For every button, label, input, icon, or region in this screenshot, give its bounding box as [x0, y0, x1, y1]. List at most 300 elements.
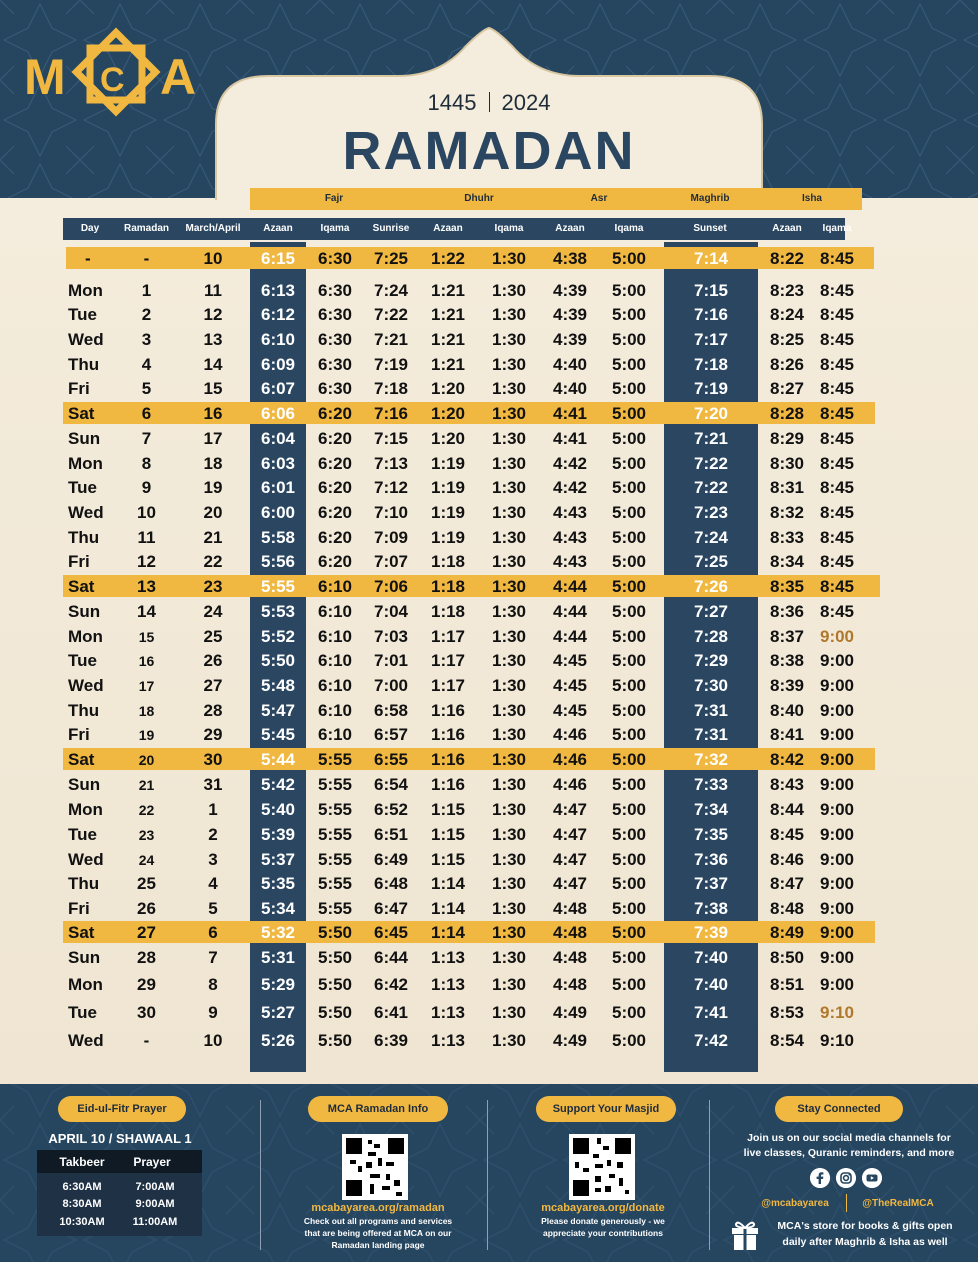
column-header-sunset: Sunset — [693, 223, 727, 234]
cell-date: 7 — [208, 948, 218, 967]
cell-sunset: 7:16 — [693, 305, 729, 324]
cell-fajr-azaan: 5:34 — [260, 899, 296, 918]
cell-fajr-iqama: 6:10 — [317, 725, 353, 744]
cell-fajr-iqama: 6:10 — [317, 701, 353, 720]
cell-dhuhr-azaan: 1:21 — [430, 305, 466, 324]
cell-dhuhr-iqama: 1:30 — [491, 1031, 527, 1050]
group-header-dhuhr: Dhuhr — [418, 188, 540, 210]
cell-date: 15 — [203, 379, 223, 398]
cell-fajr-azaan: 6:04 — [260, 429, 296, 448]
eid-time: 11:00AM — [132, 1216, 178, 1228]
cell-fajr-iqama: 5:50 — [317, 923, 353, 942]
cell-day: Sat — [68, 577, 95, 596]
cell-fajr-azaan: 5:39 — [260, 825, 296, 844]
cell-fajr-azaan: 5:27 — [260, 1003, 296, 1022]
column-header-day: Day — [80, 223, 100, 234]
cell-date: 4 — [208, 874, 218, 893]
cell-dhuhr-iqama: 1:30 — [491, 404, 527, 423]
cell-sunrise: 7:15 — [373, 429, 409, 448]
cell-dhuhr-azaan: 1:18 — [430, 602, 466, 621]
cell-sunrise: 7:07 — [373, 552, 409, 571]
cell-asr-azaan: 4:39 — [552, 281, 588, 300]
cell-date: 30 — [203, 750, 223, 769]
eid-time: 9:00AM — [135, 1198, 175, 1210]
cell-date: 24 — [203, 602, 223, 621]
cell-fajr-azaan: 5:26 — [260, 1031, 296, 1050]
cell-dhuhr-azaan: 1:21 — [430, 355, 466, 374]
cell-fajr-azaan: 5:48 — [260, 676, 296, 695]
cell-isha-azaan: 8:26 — [769, 355, 805, 374]
store-text: MCA's store for books & gifts open — [777, 1220, 953, 1232]
cell-ramadan: 11 — [137, 528, 156, 547]
cell-day: Mon — [68, 454, 103, 473]
cell-dhuhr-azaan: 1:19 — [430, 503, 466, 522]
cell-fajr-azaan: 6:15 — [260, 249, 296, 268]
cell-isha-iqama: 8:45 — [819, 429, 855, 448]
svg-text:M: M — [24, 49, 66, 105]
cell-ramadan: 29 — [137, 975, 156, 994]
cell-asr-azaan: 4:45 — [552, 676, 588, 695]
cell-ramadan: - — [143, 249, 150, 268]
cell-isha-iqama: 9:00 — [819, 651, 855, 670]
cell-isha-iqama: 8:45 — [819, 404, 855, 423]
ramadan-desc: Ramadan landing page — [331, 1240, 425, 1250]
cell-ramadan: 6 — [141, 404, 152, 423]
cell-day: Thu — [68, 355, 100, 374]
cell-sunrise: 7:00 — [373, 676, 409, 695]
cell-isha-iqama: 8:45 — [819, 379, 855, 398]
cell-dhuhr-iqama: 1:30 — [491, 975, 527, 994]
cell-sunset: 7:38 — [693, 899, 729, 918]
cell-dhuhr-iqama: 1:30 — [491, 355, 527, 374]
footer-divider — [709, 1100, 710, 1250]
cell-dhuhr-azaan: 1:14 — [430, 899, 466, 918]
cell-date: 10 — [203, 249, 223, 268]
cell-sunset: 7:35 — [693, 825, 729, 844]
cell-ramadan: 15 — [138, 629, 155, 645]
cell-day: Mon — [68, 800, 103, 819]
cell-sunrise: 7:10 — [373, 503, 409, 522]
cell-isha-azaan: 8:27 — [769, 379, 805, 398]
cell-asr-azaan: 4:48 — [552, 975, 588, 994]
cell-isha-azaan: 8:37 — [769, 627, 805, 646]
cell-dhuhr-iqama: 1:30 — [491, 750, 527, 769]
cell-asr-azaan: 4:46 — [552, 775, 588, 794]
cell-ramadan: 3 — [141, 330, 152, 349]
cell-fajr-iqama: 5:50 — [317, 975, 353, 994]
cell-dhuhr-azaan: 1:21 — [430, 281, 466, 300]
cell-asr-iqama: 5:00 — [611, 429, 647, 448]
cell-isha-azaan: 8:34 — [769, 552, 805, 571]
gift-icon — [730, 1218, 760, 1252]
column-header-fajr-azaan: Azaan — [263, 223, 293, 234]
cell-sunrise: 7:16 — [373, 404, 409, 423]
cell-ramadan: 7 — [141, 429, 152, 448]
column-header-asr-iqama: Iqama — [614, 223, 644, 234]
cell-fajr-azaan: 5:52 — [260, 627, 296, 646]
cell-dhuhr-azaan: 1:18 — [430, 577, 466, 596]
column-header-date: March/April — [185, 223, 241, 234]
cell-isha-iqama: 9:10 — [819, 1031, 855, 1050]
cell-date: 19 — [203, 478, 223, 497]
donate-link[interactable]: mcabayarea.org/donate — [541, 1202, 665, 1214]
cell-day: Sat — [68, 404, 95, 423]
cell-fajr-azaan: 5:55 — [260, 577, 296, 596]
cell-asr-iqama: 5:00 — [611, 725, 647, 744]
cell-isha-iqama: 8:45 — [819, 249, 855, 268]
cell-dhuhr-azaan: 1:15 — [430, 800, 466, 819]
cell-isha-iqama: 9:00 — [819, 676, 855, 695]
cell-day: Tue — [68, 651, 97, 670]
cell-fajr-azaan: 6:12 — [260, 305, 296, 324]
cell-isha-azaan: 8:32 — [769, 503, 805, 522]
cell-ramadan: 28 — [137, 948, 156, 967]
social-desc: Join us on our social media channels for — [747, 1132, 951, 1144]
cell-day: Sun — [68, 948, 101, 967]
cell-sunset: 7:41 — [693, 1003, 729, 1022]
cell-isha-azaan: 8:54 — [769, 1031, 805, 1050]
cell-sunrise: 6:42 — [373, 975, 409, 994]
cell-fajr-iqama: 6:20 — [317, 478, 353, 497]
cell-ramadan: 24 — [138, 852, 155, 868]
cell-fajr-iqama: 5:50 — [317, 948, 353, 967]
youtube-icon[interactable] — [862, 1168, 882, 1188]
group-header-isha: Isha — [762, 188, 862, 210]
cell-date: 14 — [203, 355, 223, 374]
social-handle[interactable]: @TheRealMCA — [862, 1198, 934, 1209]
cell-fajr-iqama: 6:10 — [317, 602, 353, 621]
cell-ramadan: 14 — [137, 602, 156, 621]
cell-isha-azaan: 8:30 — [769, 454, 805, 473]
cell-dhuhr-iqama: 1:30 — [491, 503, 527, 522]
cell-isha-iqama: 8:45 — [819, 478, 855, 497]
cell-isha-azaan: 8:36 — [769, 602, 805, 621]
cell-isha-iqama: 8:45 — [819, 528, 855, 547]
footer-divider — [260, 1100, 261, 1250]
donate-desc: appreciate your contributions — [543, 1228, 663, 1238]
cell-sunset: 7:14 — [693, 249, 729, 268]
cell-ramadan: 17 — [138, 678, 155, 694]
store-text: daily after Maghrib & Isha as well — [782, 1236, 948, 1248]
cell-asr-azaan: 4:43 — [552, 503, 588, 522]
cell-asr-iqama: 5:00 — [611, 701, 647, 720]
cell-isha-iqama: 9:00 — [819, 975, 855, 994]
cell-isha-iqama: 9:00 — [819, 701, 855, 720]
cell-sunrise: 6:41 — [373, 1003, 409, 1022]
cell-asr-iqama: 5:00 — [611, 330, 647, 349]
cell-isha-iqama: 8:45 — [819, 330, 855, 349]
cell-fajr-iqama: 6:20 — [317, 552, 353, 571]
cell-dhuhr-iqama: 1:30 — [491, 899, 527, 918]
cell-day: Mon — [68, 281, 103, 300]
cell-isha-iqama: 8:45 — [819, 355, 855, 374]
cell-ramadan: 20 — [138, 752, 155, 768]
cell-dhuhr-azaan: 1:15 — [430, 825, 466, 844]
cell-isha-azaan: 8:48 — [769, 899, 805, 918]
cell-fajr-iqama: 6:10 — [317, 577, 353, 596]
cell-sunset: 7:31 — [693, 725, 729, 744]
cell-day: Sun — [68, 775, 101, 794]
eid-time: 6:30AM — [62, 1181, 102, 1193]
support-pill: Support Your Masjid — [536, 1096, 676, 1122]
cell-fajr-azaan: 5:44 — [260, 750, 296, 769]
cell-isha-azaan: 8:51 — [769, 975, 805, 994]
cell-asr-azaan: 4:46 — [552, 750, 588, 769]
cell-asr-iqama: 5:00 — [611, 454, 647, 473]
cell-isha-azaan: 8:45 — [769, 825, 805, 844]
cell-isha-azaan: 8:28 — [769, 404, 805, 423]
cell-ramadan: - — [143, 1031, 150, 1050]
cell-ramadan: 25 — [137, 874, 156, 893]
cell-isha-azaan: 8:29 — [769, 429, 805, 448]
cell-day: Sun — [68, 429, 101, 448]
cell-asr-iqama: 5:00 — [611, 1003, 647, 1022]
cell-isha-iqama: 8:45 — [819, 454, 855, 473]
eid-col-prayer: Prayer — [133, 1155, 171, 1169]
cell-ramadan: 4 — [141, 355, 152, 374]
cell-date: 10 — [203, 1031, 223, 1050]
cell-sunset: 7:28 — [693, 627, 729, 646]
cell-sunset: 7:33 — [693, 775, 729, 794]
cell-dhuhr-azaan: 1:14 — [430, 874, 466, 893]
cell-asr-iqama: 5:00 — [611, 355, 647, 374]
cell-fajr-iqama: 6:30 — [317, 379, 353, 398]
cell-asr-azaan: 4:47 — [552, 800, 588, 819]
cell-dhuhr-azaan: 1:13 — [430, 975, 466, 994]
cell-fajr-iqama: 6:20 — [317, 404, 353, 423]
cell-asr-iqama: 5:00 — [611, 948, 647, 967]
cell-asr-azaan: 4:44 — [552, 602, 588, 621]
cell-isha-azaan: 8:35 — [769, 577, 805, 596]
cell-sunset: 7:42 — [693, 1031, 729, 1050]
cell-date: 16 — [203, 404, 223, 423]
cell-fajr-iqama: 6:30 — [317, 281, 353, 300]
cell-sunrise: 7:21 — [373, 330, 409, 349]
cell-fajr-iqama: 6:20 — [317, 503, 353, 522]
cell-day: Mon — [68, 627, 103, 646]
cell-fajr-azaan: 6:03 — [260, 454, 296, 473]
cell-fajr-azaan: 6:07 — [260, 379, 296, 398]
column-header-asr-azaan: Azaan — [555, 223, 585, 234]
cell-isha-iqama: 9:00 — [819, 825, 855, 844]
cell-sunrise: 6:48 — [373, 874, 409, 893]
ramadan-desc: Check out all programs and services — [303, 1216, 453, 1226]
cell-dhuhr-azaan: 1:16 — [430, 701, 466, 720]
cell-date: 22 — [203, 552, 223, 571]
cell-isha-iqama: 9:00 — [819, 627, 855, 646]
cell-asr-azaan: 4:45 — [552, 701, 588, 720]
cell-date: 21 — [203, 528, 223, 547]
cell-ramadan: 21 — [138, 777, 155, 793]
cell-isha-iqama: 9:10 — [819, 1003, 855, 1022]
cell-dhuhr-azaan: 1:14 — [430, 923, 466, 942]
cell-dhuhr-iqama: 1:30 — [491, 850, 527, 869]
cell-asr-azaan: 4:43 — [552, 552, 588, 571]
cell-asr-azaan: 4:41 — [552, 404, 588, 423]
facebook-icon[interactable] — [810, 1168, 830, 1188]
cell-ramadan: 19 — [138, 727, 155, 743]
ramadan-link[interactable]: mcabayarea.org/ramadan — [311, 1202, 445, 1214]
cell-date: 13 — [203, 330, 223, 349]
cell-sunset: 7:24 — [693, 528, 729, 547]
cell-sunrise: 6:47 — [373, 899, 409, 918]
cell-sunset: 7:32 — [693, 750, 729, 769]
cell-isha-azaan: 8:43 — [769, 775, 805, 794]
cell-sunrise: 7:03 — [373, 627, 409, 646]
cell-dhuhr-iqama: 1:30 — [491, 725, 527, 744]
cell-date: 3 — [208, 850, 218, 869]
cell-fajr-iqama: 6:20 — [317, 454, 353, 473]
cell-asr-iqama: 5:00 — [611, 1031, 647, 1050]
cell-dhuhr-iqama: 1:30 — [491, 528, 527, 547]
cell-sunset: 7:17 — [693, 330, 729, 349]
column-header-ramadan: Ramadan — [123, 223, 169, 234]
cell-asr-iqama: 5:00 — [611, 552, 647, 571]
cell-ramadan: 1 — [141, 281, 152, 300]
cell-isha-azaan: 8:42 — [769, 750, 805, 769]
cell-day: Thu — [68, 874, 100, 893]
cell-date: 26 — [203, 651, 223, 670]
cell-asr-azaan: 4:38 — [552, 249, 588, 268]
cell-fajr-iqama: 5:55 — [317, 874, 353, 893]
cell-sunrise: 6:54 — [373, 775, 409, 794]
cell-asr-iqama: 5:00 — [611, 528, 647, 547]
cell-fajr-iqama: 6:30 — [317, 305, 353, 324]
cell-dhuhr-azaan: 1:15 — [430, 850, 466, 869]
cell-asr-iqama: 5:00 — [611, 249, 647, 268]
cell-dhuhr-azaan: 1:22 — [430, 249, 466, 268]
year-separator — [489, 92, 490, 112]
cell-isha-azaan: 8:31 — [769, 478, 805, 497]
cell-fajr-iqama: 5:50 — [317, 1003, 353, 1022]
cell-fajr-azaan: 5:56 — [260, 552, 296, 571]
cell-sunrise: 7:25 — [373, 249, 409, 268]
cell-date: 1 — [208, 800, 218, 819]
cell-fajr-iqama: 6:30 — [317, 330, 353, 349]
cell-asr-azaan: 4:44 — [552, 577, 588, 596]
cell-dhuhr-iqama: 1:30 — [491, 651, 527, 670]
cell-asr-azaan: 4:40 — [552, 355, 588, 374]
cell-dhuhr-azaan: 1:20 — [430, 404, 466, 423]
cell-asr-iqama: 5:00 — [611, 478, 647, 497]
donate-desc: Please donate generously - we — [541, 1216, 665, 1226]
cell-isha-azaan: 8:46 — [769, 850, 805, 869]
cell-asr-azaan: 4:47 — [552, 874, 588, 893]
cell-dhuhr-iqama: 1:30 — [491, 478, 527, 497]
cell-isha-azaan: 8:53 — [769, 1003, 805, 1022]
cell-day: Sat — [68, 923, 95, 942]
cell-dhuhr-azaan: 1:21 — [430, 330, 466, 349]
cell-dhuhr-azaan: 1:13 — [430, 948, 466, 967]
cell-fajr-iqama: 5:55 — [317, 899, 353, 918]
cell-dhuhr-iqama: 1:30 — [491, 701, 527, 720]
cell-sunset: 7:40 — [693, 975, 729, 994]
cell-sunset: 7:25 — [693, 552, 729, 571]
instagram-icon[interactable] — [836, 1168, 856, 1188]
page-title: RAMADAN — [342, 121, 636, 181]
cell-dhuhr-iqama: 1:30 — [491, 577, 527, 596]
cell-fajr-azaan: 5:40 — [260, 800, 296, 819]
cell-fajr-azaan: 5:47 — [260, 701, 296, 720]
cell-sunrise: 7:01 — [373, 651, 409, 670]
cell-ramadan: 18 — [138, 703, 155, 719]
cell-isha-iqama: 9:00 — [819, 800, 855, 819]
cell-fajr-azaan: 5:50 — [260, 651, 296, 670]
cell-ramadan: 12 — [137, 552, 156, 571]
cell-sunset: 7:31 — [693, 701, 729, 720]
cell-day: Wed — [68, 1031, 104, 1050]
eid-time: 7:00AM — [135, 1181, 175, 1193]
cell-day: Wed — [68, 503, 104, 522]
cell-isha-iqama: 9:00 — [819, 899, 855, 918]
cell-asr-azaan: 4:48 — [552, 923, 588, 942]
cell-isha-iqama: 9:00 — [819, 923, 855, 942]
cell-dhuhr-iqama: 1:30 — [491, 305, 527, 324]
cell-asr-iqama: 5:00 — [611, 899, 647, 918]
cell-date: 23 — [203, 577, 223, 596]
cell-day: Fri — [68, 899, 90, 918]
cell-asr-iqama: 5:00 — [611, 305, 647, 324]
cell-sunrise: 6:45 — [373, 923, 409, 942]
cell-isha-azaan: 8:40 — [769, 701, 805, 720]
cell-fajr-azaan: 5:29 — [260, 975, 296, 994]
column-header-isha-iqama: Iqama — [822, 223, 852, 234]
cell-date: 27 — [203, 676, 223, 695]
cell-asr-iqama: 5:00 — [611, 404, 647, 423]
cell-ramadan: 26 — [137, 899, 156, 918]
cell-day: Fri — [68, 725, 90, 744]
cell-asr-azaan: 4:48 — [552, 948, 588, 967]
cell-dhuhr-iqama: 1:30 — [491, 429, 527, 448]
cell-isha-iqama: 8:45 — [819, 281, 855, 300]
cell-date: 25 — [203, 627, 223, 646]
cell-ramadan: 22 — [138, 802, 155, 818]
cell-isha-iqama: 9:00 — [819, 725, 855, 744]
cell-sunrise: 6:39 — [373, 1031, 409, 1050]
cell-sunrise: 7:09 — [373, 528, 409, 547]
cell-day: Tue — [68, 305, 97, 324]
cell-sunset: 7:40 — [693, 948, 729, 967]
cell-dhuhr-azaan: 1:18 — [430, 552, 466, 571]
cell-dhuhr-iqama: 1:30 — [491, 627, 527, 646]
cell-asr-azaan: 4:44 — [552, 627, 588, 646]
cell-sunset: 7:22 — [693, 454, 729, 473]
cell-asr-iqama: 5:00 — [611, 379, 647, 398]
cell-sunset: 7:21 — [693, 429, 729, 448]
cell-fajr-azaan: 6:13 — [260, 281, 296, 300]
cell-isha-iqama: 8:45 — [819, 305, 855, 324]
cell-fajr-azaan: 5:35 — [260, 874, 296, 893]
cell-asr-azaan: 4:39 — [552, 305, 588, 324]
cell-date: 11 — [204, 281, 222, 300]
cell-isha-azaan: 8:22 — [769, 249, 805, 268]
cell-fajr-azaan: 5:42 — [260, 775, 296, 794]
cell-sunrise: 7:24 — [373, 281, 409, 300]
social-handle[interactable]: @mcabayarea — [761, 1198, 829, 1209]
cell-isha-iqama: 8:45 — [819, 602, 855, 621]
cell-dhuhr-azaan: 1:19 — [430, 478, 466, 497]
cell-dhuhr-iqama: 1:30 — [491, 775, 527, 794]
ramadan-desc: that are being offered at MCA on our — [304, 1228, 452, 1238]
column-header-fajr-iqama: Iqama — [320, 223, 350, 234]
cell-dhuhr-azaan: 1:16 — [430, 750, 466, 769]
column-header-isha-azaan: Azaan — [772, 223, 802, 234]
cell-dhuhr-azaan: 1:17 — [430, 627, 466, 646]
cell-ramadan: 5 — [141, 379, 152, 398]
cell-fajr-iqama: 6:20 — [317, 528, 353, 547]
cell-fajr-iqama: 6:10 — [317, 627, 353, 646]
cell-asr-iqama: 5:00 — [611, 850, 647, 869]
